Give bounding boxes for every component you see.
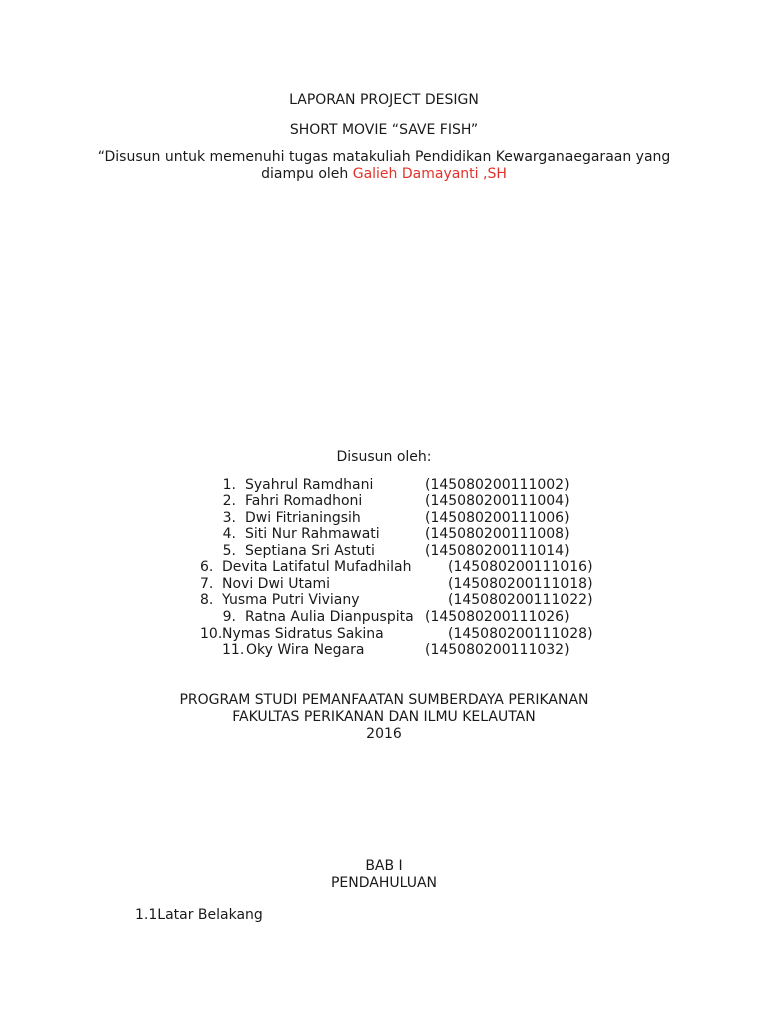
authors-heading: Disusun oleh:	[336, 449, 432, 465]
section-heading: 1.1Latar Belakang	[135, 907, 263, 923]
chapter-label: BAB I	[365, 858, 403, 874]
author-name: Devita Latifatul Mufadhilah	[222, 559, 412, 575]
author-nim: (145080200111018)	[448, 576, 593, 592]
movie-title: SHORT MOVIE “SAVE FISH”	[289, 122, 479, 138]
purpose-prefix: diampu oleh	[261, 166, 353, 182]
author-number: 9.	[222, 609, 236, 625]
author-nim: (145080200111004)	[425, 493, 570, 509]
author-nim: (145080200111014)	[425, 543, 570, 559]
author-number: 4.	[222, 526, 236, 542]
author-name: Nymas Sidratus Sakina	[222, 626, 384, 642]
author-nim: (145080200111026)	[425, 609, 570, 625]
author-number: 2.	[222, 493, 236, 509]
author-name: Siti Nur Rahmawati	[245, 526, 380, 542]
author-name: Oky Wira Negara	[246, 642, 365, 658]
author-nim: (145080200111002)	[425, 477, 570, 493]
program-name: PROGRAM STUDI PEMANFAATAN SUMBERDAYA PERIKANAN	[179, 692, 589, 708]
author-number: 3.	[222, 510, 236, 526]
author-name: Novi Dwi Utami	[222, 576, 331, 592]
author-nim: (145080200111006)	[425, 510, 570, 526]
author-number: 10.	[200, 626, 223, 642]
author-name: Syahrul Ramdhani	[245, 477, 374, 493]
author-nim: (145080200111032)	[425, 642, 570, 658]
author-number: 6.	[200, 559, 214, 575]
author-number: 8.	[200, 592, 214, 608]
year: 2016	[366, 726, 402, 742]
lecturer-name: Galieh Damayanti ,SH	[352, 166, 507, 182]
author-nim: (145080200111008)	[425, 526, 570, 542]
purpose-line-2	[0, 166, 768, 183]
author-name: Dwi Fitrianingsih	[245, 510, 361, 526]
author-nim: (145080200111028)	[448, 626, 593, 642]
report-title: LAPORAN PROJECT DESIGN	[289, 92, 479, 108]
author-nim: (145080200111016)	[448, 559, 593, 575]
chapter-title: PENDAHULUAN	[330, 875, 438, 891]
author-number: 1.	[222, 477, 236, 493]
author-name: Septiana Sri Astuti	[245, 543, 375, 559]
author-number: 5.	[222, 543, 236, 559]
author-nim: (145080200111022)	[448, 592, 593, 608]
purpose-line-1: “Disusun untuk memenuhi tugas matakuliah Pendidikan Kewarganaegaraan yang	[97, 149, 671, 165]
author-name: Ratna Aulia Dianpuspita	[245, 609, 414, 625]
faculty-name: FAKULTAS PERIKANAN DAN ILMU KELAUTAN	[232, 709, 536, 725]
author-name: Yusma Putri Viviany	[222, 592, 360, 608]
author-name: Fahri Romadhoni	[245, 493, 363, 509]
author-number: 11.	[222, 642, 245, 658]
author-number: 7.	[200, 576, 214, 592]
